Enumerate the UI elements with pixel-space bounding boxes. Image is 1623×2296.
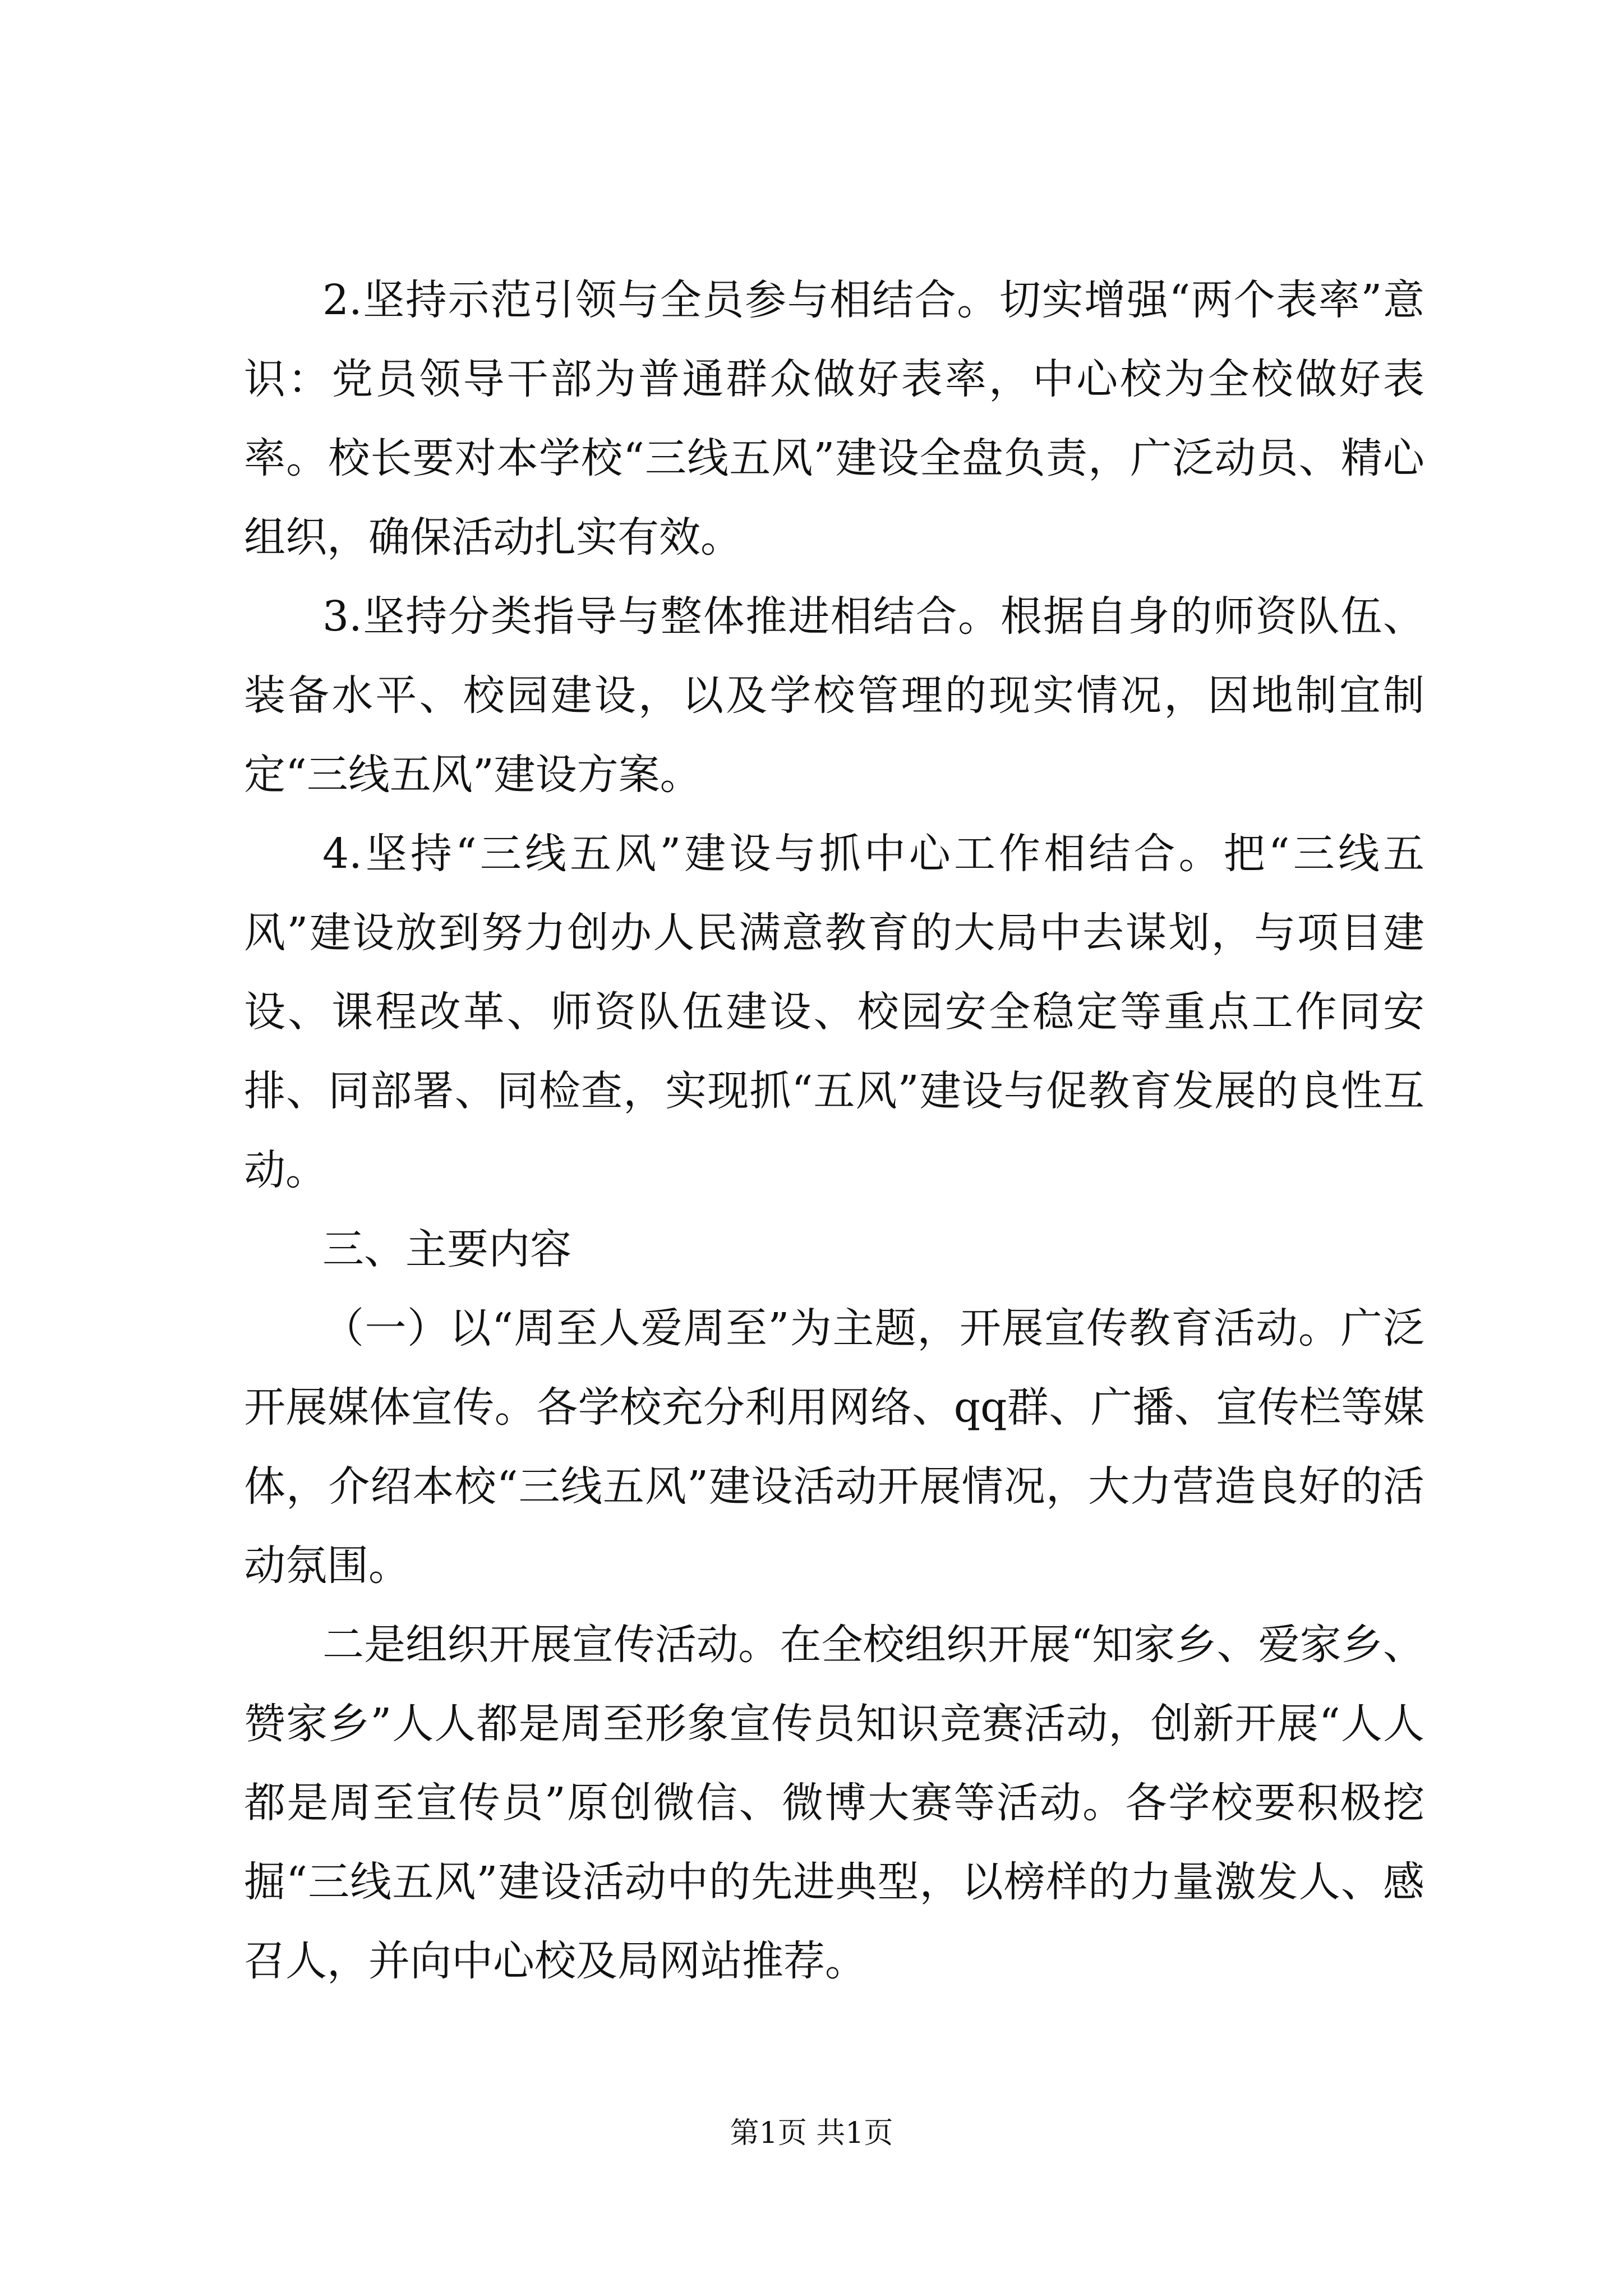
- paragraph-content-1: （一）以“周至人爱周至”为主题，开展宣传教育活动。广泛开展媒体宣传。各学校充分利用网络、qq群、广播、宣传栏等媒体，介绍本校“三线五风”建设活动开展情况，大力营造良好的活动氛围。: [244, 1304, 1424, 1590]
- section-heading-main-content: 三、主要内容: [322, 1225, 571, 1273]
- paragraph-principle-4: 4.坚持“三线五风”建设与抓中心工作相结合。把“三线五风”建设放到努力创办人民满意教育的大局中去谋划，与项目建设、课程改革、师资队伍建设、校园安全稳定等重点工作同安排、同部署、同检查，实现抓“五风”建设与促教育发展的良性互动。: [244, 830, 1424, 1194]
- paragraph-principle-2: 2.坚持示范引领与全员参与相结合。切实增强“两个表率”意识：党员领导干部为普通群众做好表率，中心校为全校做好表率。校长要对本学校“三线五风”建设全盘负责，广泛动员、精心组织，确保活动扎实有效。: [244, 276, 1424, 562]
- paragraph-content-2: 二是组织开展宣传活动。在全校组织开展“知家乡、爱家乡、赞家乡”人人都是周至形象宣传员知识竞赛活动，创新开展“人人都是周至宣传员”原创微信、微博大赛等活动。各学校要积极挖掘“三线五风”建设活动中的先进典型，以榜样的力量激发人、感召人，并向中心校及局网站推荐。: [244, 1621, 1424, 1985]
- document-body: [244, 261, 1424, 2001]
- page-footer: 第1页 共1页: [730, 2116, 893, 2150]
- paragraph-principle-3: 3.坚持分类指导与整体推进相结合。根据自身的师资队伍、装备水平、校园建设，以及学校管理的现实情况，因地制宜制定“三线五风”建设方案。: [244, 592, 1424, 799]
